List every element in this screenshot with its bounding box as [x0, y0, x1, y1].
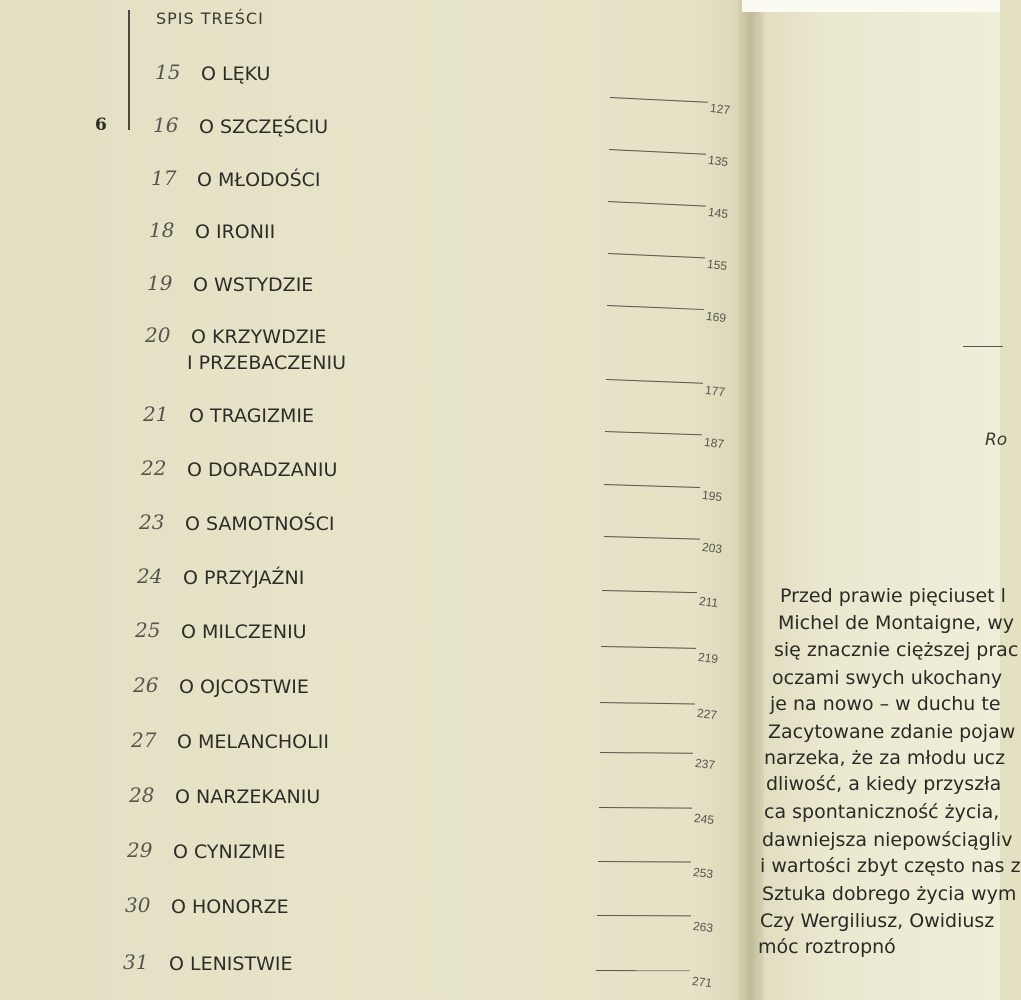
chapter-title — [197, 167, 321, 193]
chapter-title — [183, 565, 304, 591]
paragraph-line: dliwość, a kiedy przyszła — [766, 773, 1002, 795]
chapter-number: 28 — [129, 783, 155, 807]
chapter-number: 17 — [151, 166, 177, 190]
page-ref: 271 — [691, 973, 713, 991]
chapter-title — [201, 61, 270, 87]
chapter-title-line: I PRZEBACZENIU — [187, 352, 347, 374]
page-ref: 203 — [701, 539, 723, 557]
toc-heading: SPIS TREŚCI — [156, 9, 264, 28]
paragraph-line: ca spontaniczność życia, — [764, 801, 1000, 823]
right-page-fragment: Ro — [985, 430, 1008, 450]
page-ref: 135 — [707, 152, 729, 170]
chapter-title-line: O MŁODOŚCI — [197, 169, 321, 191]
chapter-number: 20 — [145, 323, 171, 347]
chapter-number: 31 — [123, 950, 149, 974]
chapter-number: 15 — [155, 60, 181, 84]
chapter-title-line: O CYNIZMIE — [173, 841, 286, 863]
chapter-title-line: O DORADZANIU — [187, 459, 338, 481]
page-ref: 195 — [701, 487, 723, 505]
chapter-title-line: O IRONII — [195, 221, 276, 243]
chapter-title-line: O OJCOSTWIE — [179, 676, 309, 698]
chapter-number: 19 — [147, 271, 173, 295]
chapter-title — [169, 951, 292, 977]
chapter-number: 16 — [153, 113, 179, 137]
chapter-title — [181, 619, 307, 645]
paragraph-line: się znacznie cięższej prac — [774, 639, 1019, 661]
chapter-title-line: O NARZEKANIU — [175, 786, 321, 808]
chapter-title-line: O KRZYWDZIE — [191, 326, 327, 348]
chapter-title-line: O TRAGIZMIE — [189, 405, 315, 427]
page-ref: 187 — [703, 434, 725, 452]
page-ref: 155 — [706, 256, 728, 274]
chapter-number: 27 — [131, 728, 157, 752]
chapter-number: 24 — [137, 564, 163, 588]
chapter-title-line: O LĘKU — [201, 63, 271, 85]
page-ref: 169 — [705, 308, 727, 326]
margin-rule — [128, 10, 130, 130]
paragraph-line: móc roztropnó — [758, 936, 896, 958]
paragraph-line: Michel de Montaigne, wy — [778, 612, 1015, 634]
book-gutter — [738, 0, 764, 1000]
chapter-number: 30 — [125, 893, 151, 917]
chapter-title — [189, 403, 314, 429]
page-ref: 245 — [693, 810, 715, 828]
chapter-title — [171, 894, 289, 920]
chapter-title — [179, 674, 309, 700]
page-ref: 253 — [692, 864, 714, 882]
chapter-title — [177, 729, 329, 755]
paragraph-line: dawniejsza niepowściągliv — [762, 829, 1013, 851]
page-ref: 237 — [694, 755, 716, 773]
chapter-title-line: O PRZYJAŹNI — [183, 567, 305, 589]
right-page-rule — [963, 346, 1003, 347]
chapter-title — [193, 272, 313, 298]
chapter-title — [187, 457, 337, 483]
chapter-title — [175, 784, 320, 810]
chapter-title — [187, 324, 347, 376]
chapter-number: 29 — [127, 838, 153, 862]
paragraph-line: Zacytowane zdanie pojaw — [768, 721, 1016, 743]
chapter-title-line: O SAMOTNOŚCI — [185, 513, 335, 535]
paragraph-line: Przed prawie pięciuset l — [780, 585, 1006, 607]
page-ref: 219 — [697, 649, 719, 667]
page-ref: 177 — [704, 382, 726, 400]
page-ref: 127 — [709, 100, 731, 118]
paragraph-line: narzeka, że za młodu ucz — [764, 747, 1006, 769]
page-ref: 145 — [707, 204, 729, 222]
paragraph-line: i wartości zbyt często nas z — [760, 855, 1021, 877]
light-glare — [742, 0, 1000, 12]
chapter-title-line: O LENISTWIE — [169, 953, 293, 975]
chapter-title-line: O WSTYDZIE — [193, 274, 314, 296]
chapter-title — [185, 511, 334, 537]
leader-line — [596, 970, 690, 971]
chapter-number: 21 — [143, 402, 169, 426]
chapter-number: 26 — [133, 673, 159, 697]
paragraph-line: Sztuka dobrego życia wym — [762, 883, 1017, 905]
chapter-number: 22 — [141, 456, 167, 480]
paragraph-line: oczami swych ukochany — [772, 667, 1003, 689]
chapter-title — [195, 219, 275, 245]
page-ref: 263 — [692, 918, 714, 936]
page-number: 6 — [95, 115, 107, 135]
chapter-number: 18 — [149, 218, 175, 242]
chapter-number: 25 — [135, 618, 161, 642]
chapter-title — [173, 839, 285, 865]
chapter-title-line: O MILCZENIU — [181, 621, 307, 643]
chapter-number: 23 — [139, 510, 165, 534]
chapter-title-line: O MELANCHOLII — [177, 731, 329, 753]
paragraph-line: je na nowo – w duchu te — [770, 693, 1001, 715]
page-ref: 227 — [696, 705, 718, 723]
chapter-title-line: O SZCZĘŚCIU — [199, 116, 329, 138]
chapter-title-line: O HONORZE — [171, 896, 289, 918]
page-ref: 211 — [698, 593, 719, 611]
chapter-title — [199, 114, 328, 140]
paragraph-line: Czy Wergiliusz, Owidiusz — [760, 910, 995, 932]
